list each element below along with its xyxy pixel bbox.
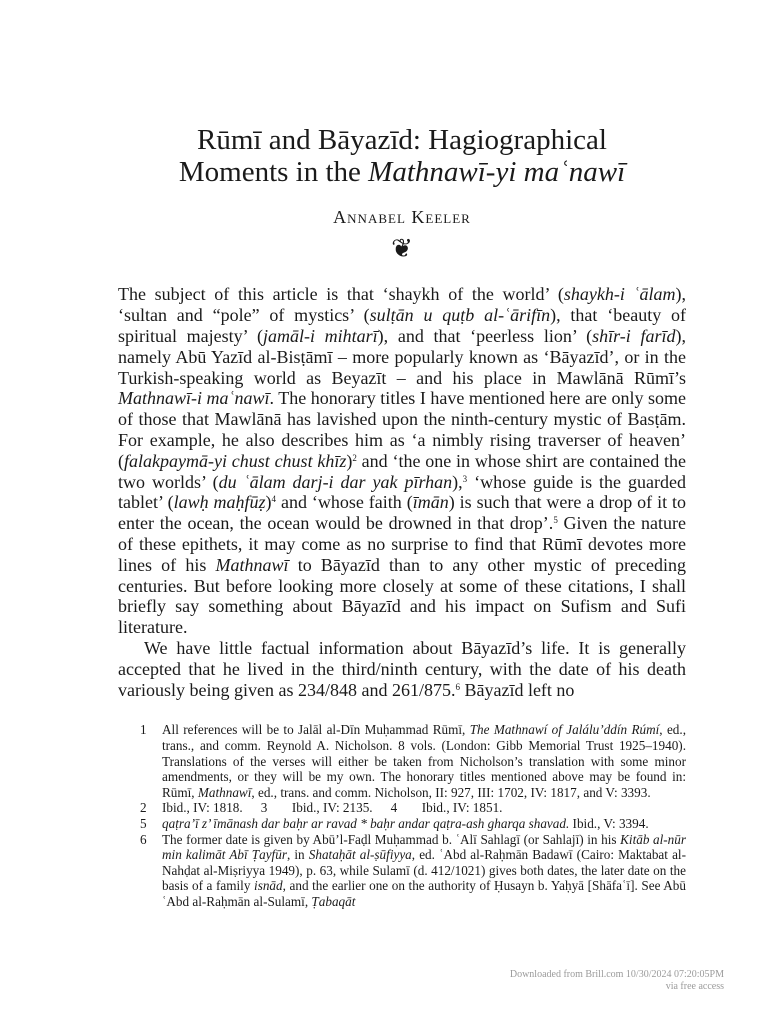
italic-term: jamāl-i mihtarī — [262, 326, 378, 347]
text-run: Given the nature of these epithets, it may come as no surprise to find that Rūmī devotes more lines of his — [118, 513, 687, 575]
footnotes — [118, 722, 686, 909]
italic-term: Kitāb al-nūr min kalimāt Abī Ṭayfūr — [162, 831, 686, 863]
footnote-6 — [118, 832, 686, 910]
footnote-ref[interactable]: 6 — [455, 681, 460, 692]
download-footer — [510, 969, 724, 993]
italic-term: Shataḥāt al-ṣūfiyya — [308, 847, 412, 863]
text-run: The subject of this article is that ‘shaykh of the world’ ( — [118, 284, 564, 305]
fleuron-ornament-icon: ❦ — [391, 234, 413, 265]
text-run: Ibid., V: 3394. — [569, 815, 649, 831]
footnote-2-3-4 — [118, 800, 686, 816]
italic-term: Mathnawī-i maʿnawī — [118, 388, 270, 409]
access-note: via free access — [665, 981, 724, 992]
article-title — [118, 124, 686, 188]
text-run: and ‘the one in whose shirt are contained the two worlds’ ( — [118, 450, 687, 492]
text-run: We have little factual information about Bāyazīd’s life. It is generally accepted that he lived in the third/ninth century, with the date of his death variously being given as 234/848 and 261/875. — [118, 637, 686, 700]
title-line-2 — [118, 156, 686, 188]
text-run: ), ‘sultan and “pole” of mystics’ ( — [118, 284, 686, 326]
footnote-number: 5 — [140, 815, 147, 831]
text-run: , in — [286, 847, 309, 863]
text-run: ‘whose guide is the guarded tablet’ ( — [118, 471, 686, 513]
footnote-number: 4 — [390, 800, 398, 816]
footnote-1 — [118, 722, 686, 800]
text-run: , ed., trans. and comm. Nicholson, II: 927, III: 1702, IV: 1817, and V: 3393. — [251, 784, 651, 800]
footnote-text — [162, 816, 686, 832]
text-run: ), that ‘beauty of spiritual majesty’ ( — [118, 305, 686, 347]
text-run: to Bāyazīd than to any other mystic of preceding centuries. But before looking more closely at some of these citations, I shall briefly say something about Bāyazīd and his impact on Sufism and Sufi literature. — [118, 554, 686, 638]
footnote-2-text: Ibid., IV: 1818. — [162, 800, 243, 816]
text-run: ), namely Abū Yazīd al-Bisṭāmī – more popularly known as ‘Bāyazīd’, or in the Turkish-speaking world as Beyazīt – and his place in Mawlānā Rūmī’s — [118, 326, 686, 388]
text-run: , ed. ʿAbd al-Raḥmān Badawī (Cairo: Maktabat al-Nahḍat al-Miṣriyya 1949), p. 63, while Sulamī (d. 412/1021) gives both dates, the later date on the basis of a family — [162, 847, 686, 894]
title-line-2-plain: Moments in the — [178, 156, 369, 188]
footnote-text — [162, 832, 686, 910]
text-run: . The honorary titles I have mentioned here are only some of those that Mawlānā has lavished upon the ninth-century mystic of Basṭām. For example, he also describes him as ‘a nimbly rising traverser of heaven’ ( — [118, 388, 687, 471]
text-run: ) — [265, 492, 272, 513]
italic-term: Ṭabaqāt — [311, 893, 356, 909]
author-name: Annabel Keeler — [333, 207, 471, 228]
italic-term: lawḥ maḥfūẓ — [173, 492, 266, 513]
text-run: and ‘whose faith ( — [276, 492, 413, 513]
text-run: ), — [452, 471, 463, 492]
footnote-5 — [118, 816, 686, 832]
title-line-1: Rūmī and Bāyazīd: Hagiographical — [197, 124, 607, 156]
footnote-ref[interactable]: 2 — [352, 452, 357, 463]
italic-term: The Mathnawí of Jalálu’ddín Rúmí — [469, 722, 660, 738]
italic-term: Mathnawī — [197, 784, 252, 800]
text-run: , ed., trans., and comm. Reynold A. Nicholson. 8 vols. (London: Gibb Memorial Trust 1925–1940). Translations of the verses will either be taken from Nicholson’s translation with some minor amendments, or they will be my own. The honorary titles mentioned above may be found in: Rūmī, — [162, 722, 686, 800]
text-run: ) is such that were a drop of it to enter the ocean, the ocean would be drowned in that drop’. — [118, 492, 687, 534]
italic-term: du ʿālam darj-i dar yak pīrhan — [218, 471, 453, 492]
italic-term: qaṭra’ī z’ īmānash dar baḥr ar ravad * baḥr andar qaṭra-ash gharqa shavad. — [162, 815, 570, 831]
italic-term: sulṭān u quṭb al-ʿārifīn — [369, 305, 551, 326]
article-body — [118, 284, 686, 700]
footnote-text — [162, 722, 686, 800]
text-run: , and the earlier one on the authority of Ḥusayn b. Yaḥyā [Shāfaʿī]. See Abū ʿAbd al-Raḥmān al-Sulamī, — [162, 878, 686, 909]
title-line-2-italic: Mathnawī-yi maʿnawī — [368, 156, 626, 188]
footnote-ref[interactable]: 5 — [553, 515, 558, 526]
footnote-number: 6 — [140, 831, 147, 847]
text-run: Bāyazīd left no — [459, 679, 575, 700]
italic-term: shīr-i farīd — [592, 326, 676, 347]
italic-term: shaykh-i ʿālam — [563, 284, 676, 305]
text-run: ) — [346, 450, 353, 471]
text-run: The former date is given by Abū’l-Faḍl Muḥammad b. ʿAlī Sahlagī (or Sahlajī) in his — [162, 831, 621, 847]
article-page — [118, 0, 686, 909]
footnote-4-text: Ibid., IV: 1851. — [421, 800, 503, 816]
footnote-number: 1 — [140, 722, 147, 738]
paragraph-1 — [118, 284, 686, 638]
download-stamp: Downloaded from Brill.com 10/30/2024 07:20:05PM — [509, 969, 724, 980]
italic-term: Mathnawī — [215, 554, 289, 575]
footnote-ref[interactable]: 3 — [462, 473, 468, 484]
footnote-number: 2 — [140, 800, 147, 816]
footnote-ref[interactable]: 4 — [271, 494, 277, 505]
text-run: ), and that ‘peerless lion’ ( — [377, 326, 593, 347]
text-run: All references will be to Jalāl al-Dīn Muḥammad Rūmī, — [162, 722, 470, 738]
footnote-number: 3 — [260, 800, 268, 816]
italic-term: īmān — [412, 492, 449, 513]
italic-term: isnād — [254, 878, 283, 894]
italic-term: falakpaymā-yi chust chust khīz — [124, 450, 347, 471]
footnote-3-text: Ibid., IV: 2135. — [291, 800, 373, 816]
paragraph-2 — [118, 638, 686, 700]
